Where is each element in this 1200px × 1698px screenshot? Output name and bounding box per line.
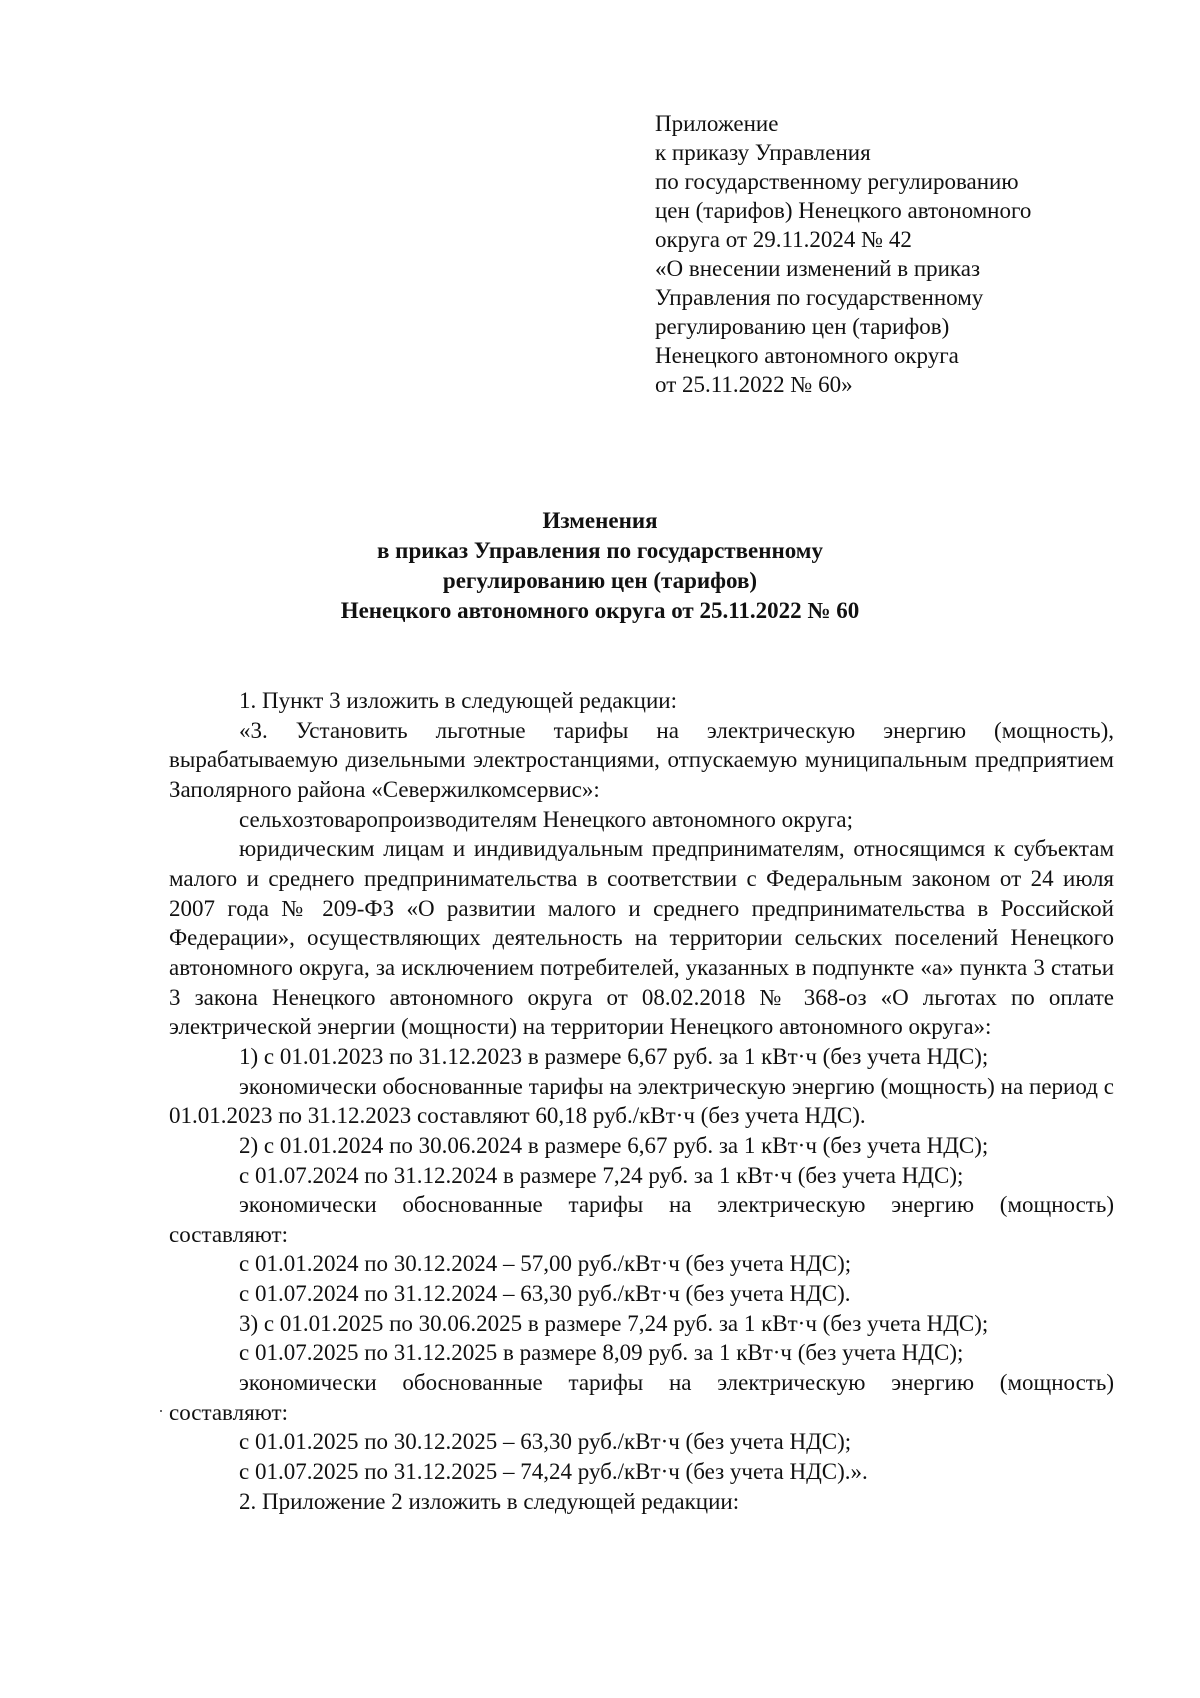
paragraph: с 01.07.2024 по 31.12.2024 в размере 7,24 руб. за 1 кВт·ч (без учета НДС); [239,1162,964,1188]
paragraph: экономически обоснованные тарифы на электрическую энергию (мощность) на период с 01.01.2023 по 31.12.2023 составляют 60,18 руб./кВт·ч (без учета НДС). [169,1073,1114,1129]
appendix-line: Ненецкого автономного округа [655,343,959,368]
paragraph: 2. Приложение 2 изложить в следующей редакции: [239,1488,740,1514]
paragraph: сельхозтоваропроизводителям Ненецкого автономного округа; [239,806,854,832]
appendix-line: Приложение [655,111,779,136]
appendix-line: округа от 29.11.2024 № 42 [655,227,912,252]
scan-speck [160,1410,162,1412]
paragraph: с 01.01.2025 по 30.12.2025 – 63,30 руб./кВт·ч (без учета НДС); [239,1429,852,1455]
appendix-line: регулированию цен (тарифов) [655,314,950,339]
appendix-line: «О внесении изменений в приказ [655,256,981,281]
paragraph: экономически обоснованные тарифы на электрическую энергию (мощность) составляют: [169,1370,1114,1425]
appendix-line: по государственному регулированию [655,169,1019,194]
document-body [169,686,1114,1516]
appendix-line: к приказу Управления [655,140,871,165]
document-title [150,506,1050,626]
paragraph: с 01.01.2024 по 30.12.2024 – 57,00 руб./кВт·ч (без учета НДС); [239,1251,852,1277]
appendix-note [655,109,1155,399]
paragraph: 1) с 01.01.2023 по 31.12.2023 в размере 6,67 руб. за 1 кВт·ч (без учета НДС); [239,1043,989,1069]
paragraph: с 01.07.2025 по 31.12.2025 – 74,24 руб./кВт·ч (без учета НДС).». [239,1459,868,1485]
title-line: Изменения [542,508,658,533]
paragraph: 3) с 01.01.2025 по 30.06.2025 в размере 7,24 руб. за 1 кВт·ч (без учета НДС); [239,1310,989,1336]
title-line: Ненецкого автономного округа от 25.11.2022 № 60 [340,598,860,623]
paragraph: 2) с 01.01.2024 по 30.06.2024 в размере 6,67 руб. за 1 кВт·ч (без учета НДС); [239,1132,989,1158]
paragraph: с 01.07.2025 по 31.12.2025 в размере 8,09 руб. за 1 кВт·ч (без учета НДС); [239,1340,964,1366]
title-line: регулированию цен (тарифов) [442,568,758,593]
paragraph: с 01.07.2024 по 31.12.2024 – 63,30 руб./кВт·ч (без учета НДС). [239,1281,851,1307]
title-line: в приказ Управления по государственному [377,538,823,563]
paragraph: «3. Установить льготные тарифы на электрическую энергию (мощность), вырабатываемую дизельными электростанциями, отпускаемую муниципальным предприятием Заполярного района «Севержилкомсервис»: [169,717,1114,802]
paragraph: юридическим лицам и индивидуальным предпринимателям, относящимся к субъектам малого и среднего предпринимательства в соответствии с Федеральным законом от 24 июля 2007 года № 209-ФЗ «О развитии малого и среднего предпринимательства в Российской Федерации», осуществляющих деятельность на территории сельских поселений Ненецкого автономного округа, за исключением потребителей, указанных в подпункте «а» пункта 3 статьи 3 закона Ненецкого автономного округа от 08.02.2018 № 368-оз «О льготах по оплате электрической энергии (мощности) на территории Ненецкого автономного округа»: [169,836,1114,1040]
appendix-line: от 25.11.2022 № 60» [655,372,853,397]
paragraph: экономически обоснованные тарифы на электрическую энергию (мощность) составляют: [169,1192,1114,1247]
appendix-line: цен (тарифов) Ненецкого автономного [655,198,1032,223]
paragraph: 1. Пункт 3 изложить в следующей редакции: [239,688,677,713]
appendix-line: Управления по государственному [655,285,984,310]
